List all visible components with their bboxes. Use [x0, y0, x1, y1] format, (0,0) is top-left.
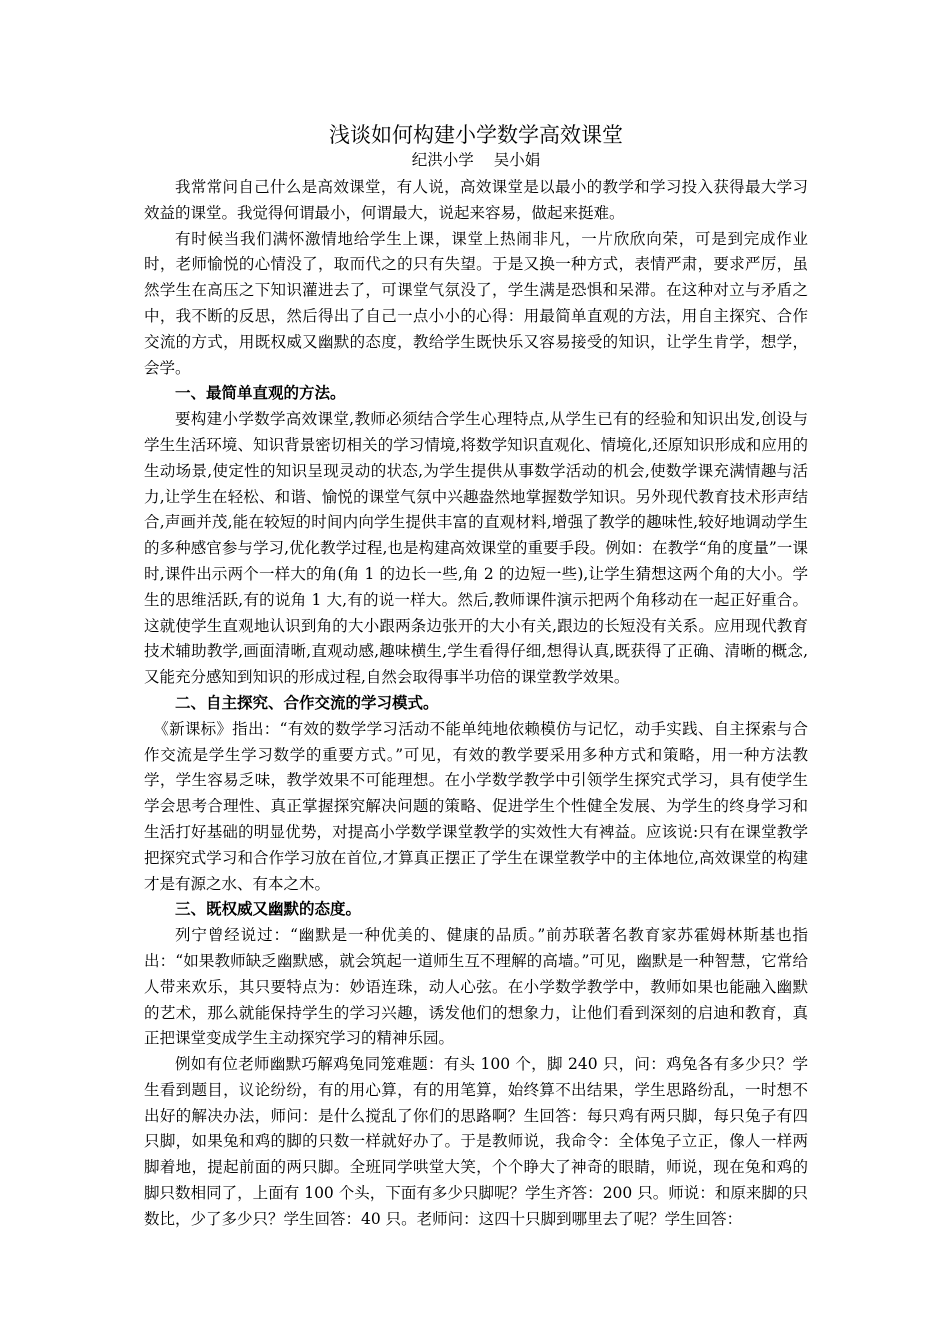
- section-2-paragraph: 《新课标》指出：“有效的数学学习活动不能单纯地依赖模仿与记忆，动手实践、自主探索与合作交流是学生学习数学的重要方式。”可见，有效的教学要采用多种方式和策略，用一种方法教学，学生容易乏味，教学效果不可能理想。在小学数学教学中引领学生探究式学习，具有使学生学会思考合理性、真正掌握探究解决问题的策略、促进学生个性健全发展、为学生的终身学习和生活打好基础的明显优势，对提高小学数学课堂教学的实效性大有裨益。应该说:只有在课堂教学把探究式学习和合作学习放在首位,才算真正摆正了学生在课堂教学中的主体地位,高效课堂的构建才是有源之水、有本之木。: [144, 719, 808, 893]
- section-3-paragraph-1: 列宁曾经说过：“幽默是一种优美的、健康的品质。”前苏联著名教育家苏霍姆林斯基也指出：“如果教师缺乏幽默感，就会筑起一道师生互不理解的高墙。”可见，幽默是一种智慧，它常给人带来欢乐，其只要特点为：妙语连珠，动人心弦。在小学数学教学中，教师如果也能融入幽默的艺术，那么就能保持学生的学习兴趣，诱发他们的想象力，让他们看到深刻的启迪和教育，真正把课堂变成学生主动探究学习的精神乐园。: [144, 926, 808, 1048]
- intro-paragraph-1: 我常常问自己什么是高效课堂，有人说，高效课堂是以最小的教学和学习投入获得最大学习效益的课堂。我觉得何谓最小，何谓最大，说起来容易，做起来挺难。: [144, 178, 808, 222]
- school-name: 纪洪小学: [411, 151, 474, 169]
- section-1-heading: 一、最简单直观的方法。: [175, 384, 346, 403]
- section-2-heading: 二、自主探究、合作交流的学习模式。: [175, 693, 439, 712]
- section-3-paragraph-2: 例如有位老师幽默巧解鸡兔同笼难题：有头 100 个，脚 240 只，问：鸡兔各有多少只？学生看到题目，议论纷纷，有的用心算，有的用笔算，始终算不出结果，学生思路纷乱，一时想不出好的解决办法，师问：是什么搅乱了你们的思路啊？生回答：每只鸡有两只脚，每只兔子有四只脚，如果兔和鸡的脚的只数一样就好办了。于是教师说，我命令：全体兔子立正，像人一样两脚着地，提起前面的两只脚。全班同学哄堂大笑，个个睁大了神奇的眼睛，师说，现在兔和鸡的脚只数相同了，上面有 100 个头，下面有多少只脚呢？学生齐答：200 只。师说：和原来脚的只数比，少了多少只？学生回答：40 只。老师问：这四十只脚到哪里去了呢？学生回答：: [144, 1055, 808, 1228]
- document-page: [144, 120, 808, 1233]
- section-1-paragraph: 要构建小学数学高效课堂,教师必须结合学生心理特点,从学生已有的经验和知识出发,创设与学生生活环境、知识背景密切相关的学习情境,将数学知识直观化、情境化,还原知识形成和应用的生动场景,使定性的知识呈现灵动的状态,为学生提供从事数学活动的机会,使数学课充满情趣与活力,让学生在轻松、和谐、愉悦的课堂气氛中兴趣盎然地掌握数学知识。另外现代教育技术形声结合,声画并茂,能在较短的时间内向学生提供丰富的直观材料,增强了教学的趣味性,较好地调动学生的多种感官参与学习,优化教学过程,也是构建高效课堂的重要手段。例如：在教学“角的度量”一课时,课件出示两个一样大的角(角 1 的边长一些,角 2 的边短一些),让学生猜想这两个角的大小。学生的思维活跃,有的说角 1 大,有的说一样大。然后,教师课件演示把两个角移动在一起正好重合。这就使学生直观地认识到角的大小跟两条边张开的大小有关,跟边的长短没有关系。应用现代教育技术辅助教学,画面清晰,直观动感,趣味横生,学生看得仔细,想得认真,既获得了正确、清晰的概念,又能充分感知到知识的形成过程,自然会取得事半功倍的课堂教学效果。: [144, 410, 808, 687]
- intro-paragraph-2: 有时候当我们满怀激情地给学生上课，课堂上热闹非凡，一片欣欣向荣，可是到完成作业时，老师愉悦的心情没了，取而代之的只有失望。于是又换一种方式，表情严肃，要求严厉，虽然学生在高压之下知识灌进去了，可课堂气氛没了，学生满是恐惧和呆滞。在这种对立与矛盾之中，我不断的反思，然后得出了自己一点小小的心得：用最简单直观的方法，用自主探究、合作交流的方式，用既权威又幽默的态度，教给学生既快乐又容易接受的知识，让学生肯学，想学，会学。: [144, 229, 808, 377]
- byline: [144, 150, 808, 170]
- author-name: 吴小娟: [493, 151, 541, 169]
- section-3-heading: 三、既权威又幽默的态度。: [175, 900, 362, 919]
- document-title: 浅谈如何构建小学数学高效课堂: [329, 123, 623, 147]
